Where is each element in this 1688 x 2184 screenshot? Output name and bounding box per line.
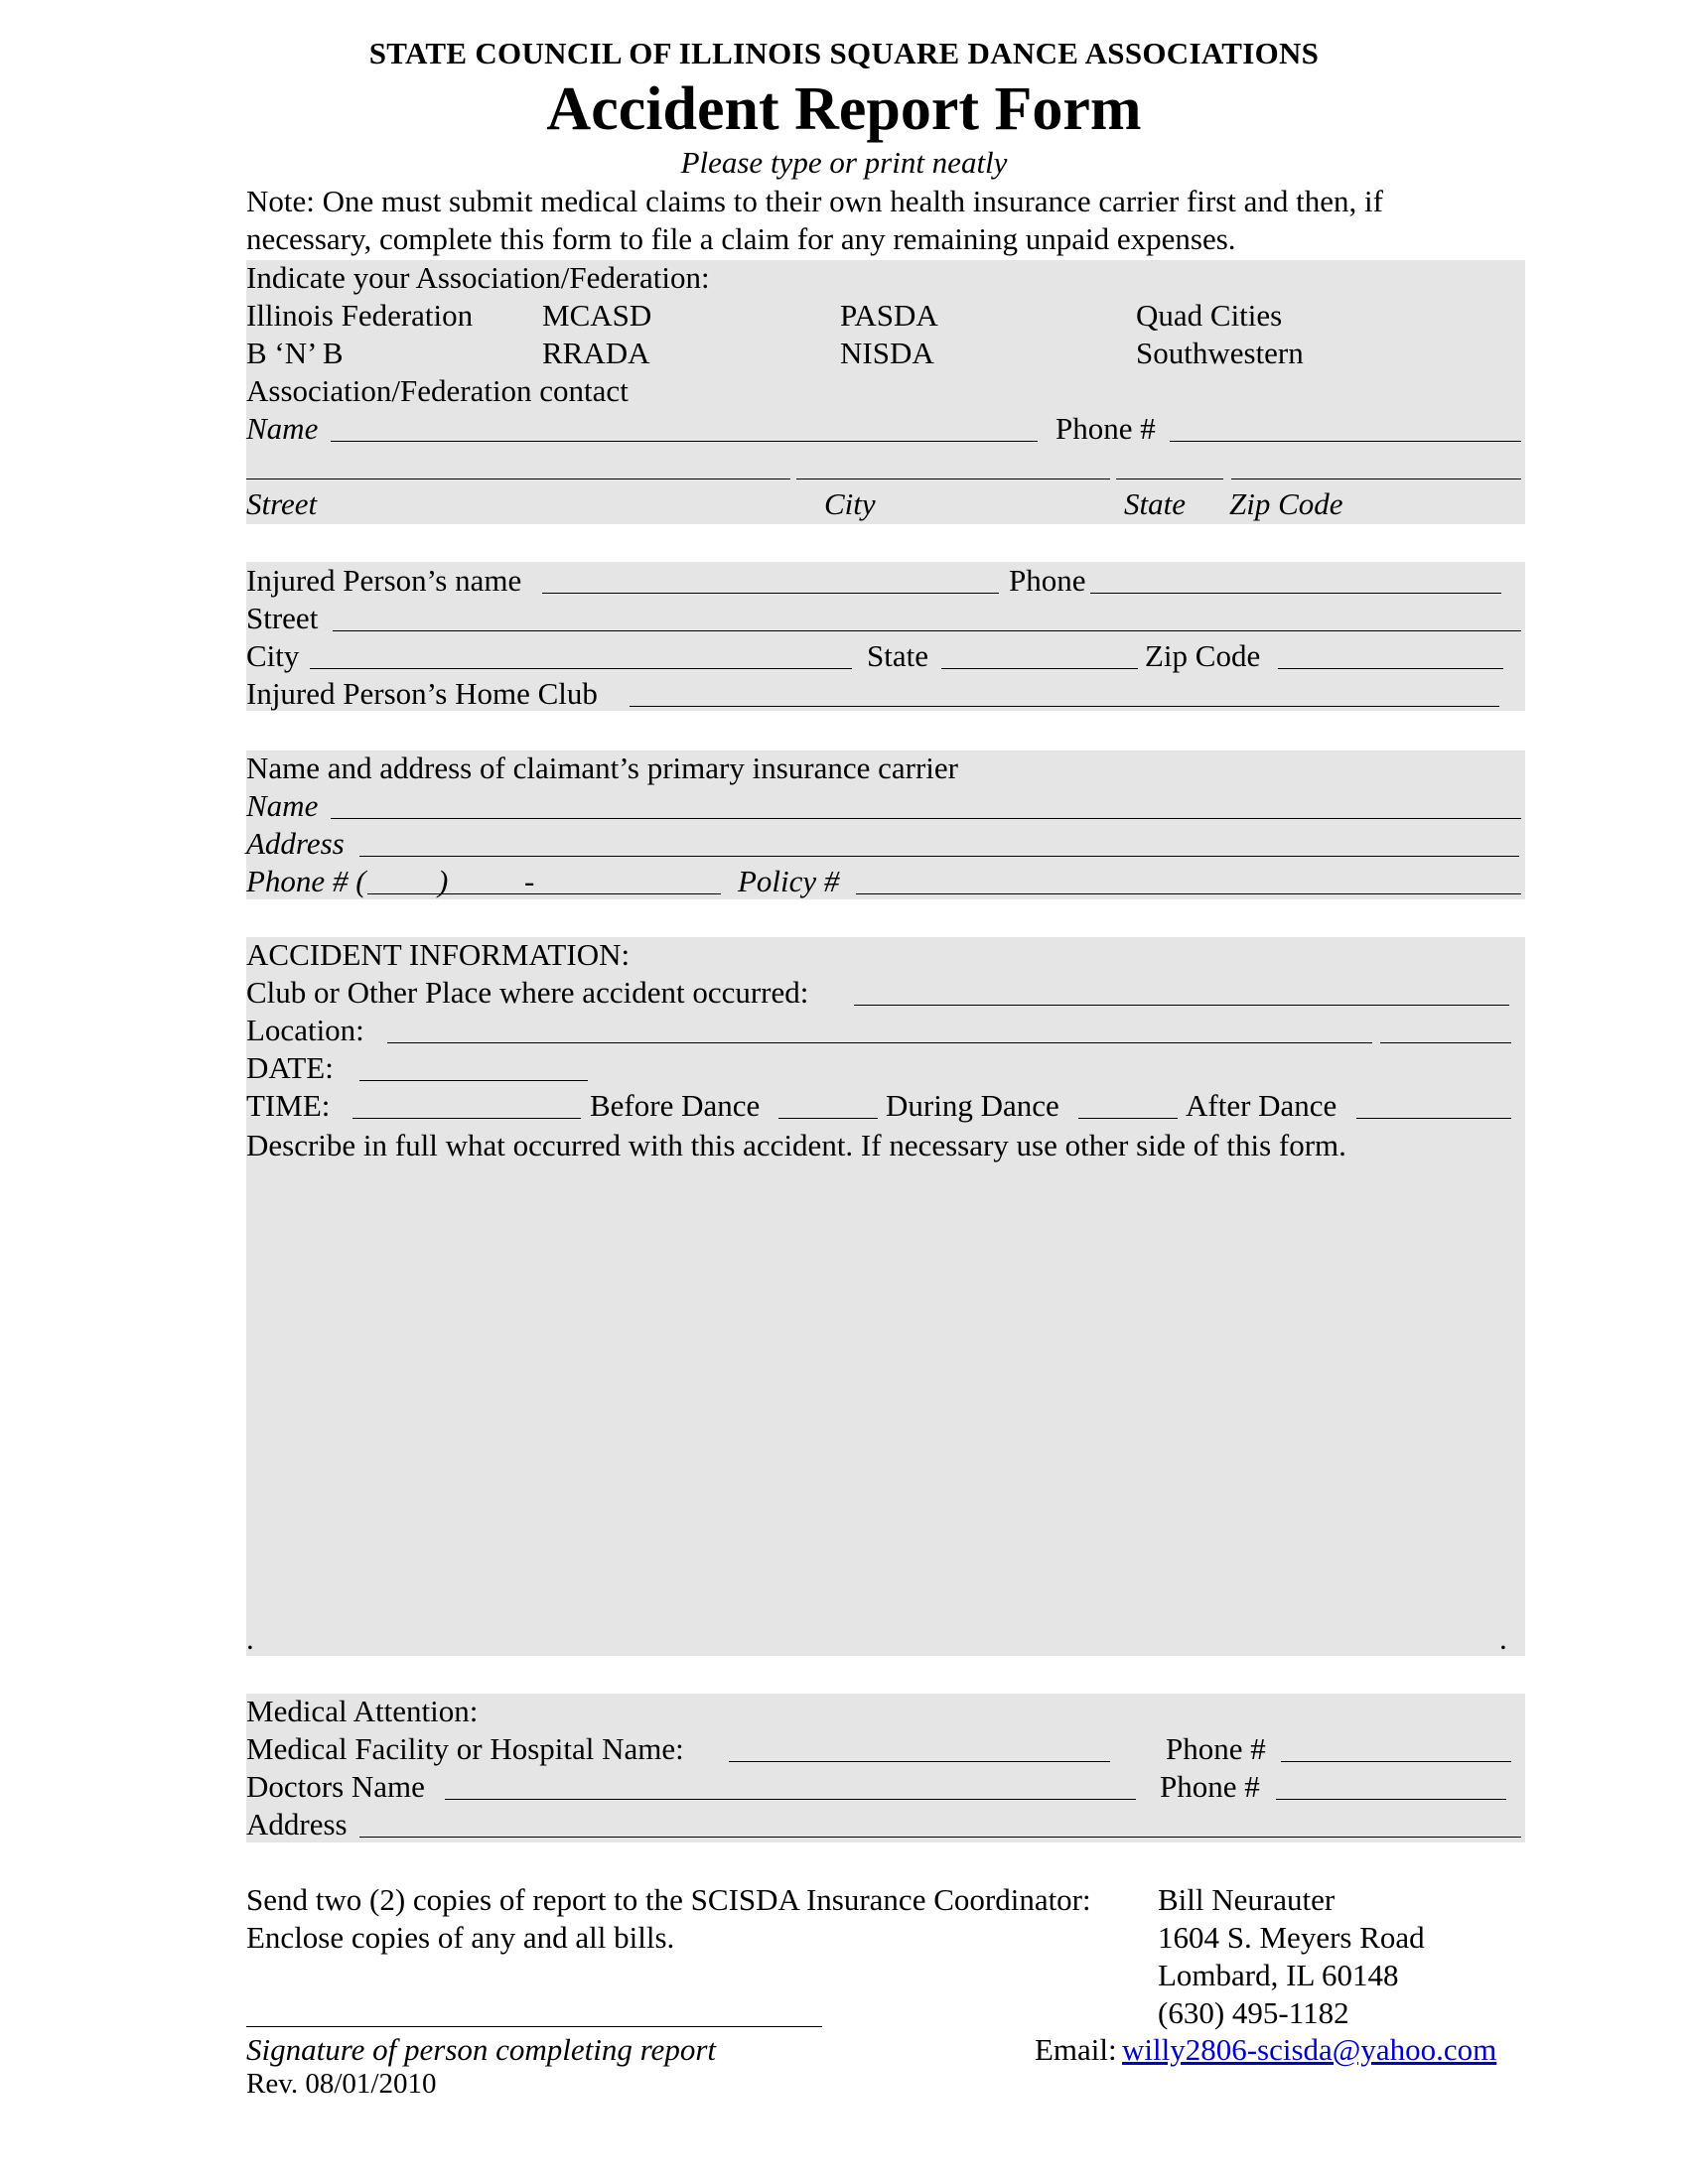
doctor-name-field[interactable]	[445, 1799, 1136, 1800]
enclose-bills-text: Enclose copies of any and all bills.	[246, 1920, 675, 1955]
doctor-phone-label: Phone #	[1160, 1769, 1260, 1804]
contact-zip-label: Zip Code	[1229, 486, 1343, 521]
association-heading: Indicate your Association/Federation:	[246, 260, 710, 295]
accident-club-field[interactable]	[854, 1005, 1509, 1006]
after-dance-field[interactable]	[1356, 1118, 1511, 1119]
option-b-n-b[interactable]: B ‘N’ B	[246, 336, 344, 370]
before-dance-field[interactable]	[778, 1118, 878, 1119]
option-quad-cities[interactable]: Quad Cities	[1136, 298, 1283, 333]
insurance-address-label: Address	[246, 826, 345, 861]
accident-heading: ACCIDENT INFORMATION:	[246, 937, 631, 972]
description-dot-right: .	[1499, 1621, 1507, 1656]
accident-date-label: DATE:	[246, 1050, 334, 1085]
before-dance-label: Before Dance	[590, 1088, 761, 1123]
insurance-address-field[interactable]	[359, 856, 1519, 857]
contact-street-label: Street	[246, 486, 318, 521]
injured-zip-label: Zip Code	[1145, 638, 1261, 673]
accident-description-area[interactable]	[246, 1163, 1525, 1630]
accident-time-field[interactable]	[352, 1118, 581, 1119]
injured-state-field[interactable]	[941, 668, 1138, 669]
insurance-heading: Name and address of claimant’s primary insurance carrier	[246, 751, 958, 785]
doctor-name-label: Doctors Name	[246, 1769, 425, 1804]
injured-street-label: Street	[246, 601, 319, 635]
coordinator-name: Bill Neurauter	[1158, 1882, 1336, 1917]
coordinator-street: 1604 S. Meyers Road	[1158, 1920, 1425, 1955]
organization-header: STATE COUNCIL OF ILLINOIS SQUARE DANCE ASSOCIATIONS	[368, 36, 1320, 70]
injured-phone-field[interactable]	[1090, 593, 1501, 594]
during-dance-field[interactable]	[1078, 1118, 1178, 1119]
injured-name-label: Injured Person’s name	[246, 563, 522, 598]
insurance-phone-dash: -	[524, 864, 535, 898]
insurance-name-field[interactable]	[331, 818, 1521, 819]
medical-facility-field[interactable]	[729, 1761, 1110, 1762]
accident-time-label: TIME:	[246, 1088, 331, 1123]
insurance-phone-label: Phone # (	[246, 864, 366, 898]
medical-facility-label: Medical Facility or Hospital Name:	[246, 1731, 684, 1766]
medical-address-label: Address	[246, 1807, 348, 1842]
medical-heading: Medical Attention:	[246, 1694, 479, 1728]
instructions-text: Please type or print neatly	[680, 145, 1008, 180]
email-label: Email:	[1035, 2032, 1117, 2067]
doctor-phone-field[interactable]	[1276, 1799, 1506, 1800]
revision-text: Rev. 08/01/2010	[246, 2068, 437, 2100]
option-rrada[interactable]: RRADA	[542, 336, 650, 370]
insurance-policy-label: Policy #	[738, 864, 840, 898]
insurance-policy-field[interactable]	[856, 893, 1521, 894]
option-mcasd[interactable]: MCASD	[542, 298, 652, 333]
accident-location-extra-field[interactable]	[1380, 1042, 1511, 1043]
contact-state-label: State	[1124, 486, 1186, 521]
insurance-phone-paren: )	[438, 864, 449, 898]
option-pasda[interactable]: PASDA	[840, 298, 938, 333]
accident-club-label: Club or Other Place where accident occurred:	[246, 975, 809, 1010]
injured-zip-field[interactable]	[1278, 668, 1503, 669]
send-copies-text: Send two (2) copies of report to the SCISDA Insurance Coordinator:	[246, 1882, 1091, 1917]
note-line-2: necessary, complete this form to file a claim for any remaining unpaid expenses.	[246, 221, 1236, 256]
insurance-name-label: Name	[246, 788, 319, 823]
contact-phone-field[interactable]	[1170, 441, 1521, 442]
contact-city-label: City	[824, 486, 876, 521]
signature-label: Signature of person completing report	[246, 2032, 716, 2067]
accident-date-field[interactable]	[359, 1080, 588, 1081]
injured-state-label: State	[867, 638, 928, 673]
injured-street-field[interactable]	[333, 630, 1521, 631]
accident-describe-text: Describe in full what occurred with this accident. If necessary use other side of this form.	[246, 1128, 1346, 1162]
contact-street-field[interactable]	[246, 478, 790, 479]
coordinator-phone: (630) 495-1182	[1158, 1995, 1349, 2030]
contact-phone-label: Phone #	[1055, 411, 1156, 446]
contact-state-field[interactable]	[1116, 478, 1223, 479]
email-link[interactable]: willy2806-scisda@yahoo.com	[1122, 2032, 1497, 2067]
option-illinois-federation[interactable]: Illinois Federation	[246, 298, 474, 333]
injured-club-label: Injured Person’s Home Club	[246, 676, 598, 711]
contact-name-field[interactable]	[331, 441, 1038, 442]
medical-facility-phone-label: Phone #	[1166, 1731, 1266, 1766]
medical-address-field[interactable]	[359, 1837, 1521, 1838]
signature-field[interactable]	[246, 2026, 822, 2027]
injured-city-label: City	[246, 638, 300, 673]
option-southwestern[interactable]: Southwestern	[1136, 336, 1304, 370]
note-line-1: Note: One must submit medical claims to their own health insurance carrier first and then, if	[246, 184, 1383, 218]
contact-zip-field[interactable]	[1231, 478, 1521, 479]
contact-name-label: Name	[246, 411, 319, 446]
medical-facility-phone-field[interactable]	[1281, 1761, 1511, 1762]
insurance-phone-field[interactable]	[367, 893, 721, 894]
option-nisda[interactable]: NISDA	[840, 336, 934, 370]
injured-club-field[interactable]	[630, 706, 1499, 707]
contact-city-field[interactable]	[796, 478, 1110, 479]
injured-city-field[interactable]	[310, 668, 852, 669]
after-dance-label: After Dance	[1186, 1088, 1337, 1123]
accident-location-label: Location:	[246, 1013, 364, 1047]
accident-location-field[interactable]	[387, 1042, 1372, 1043]
description-dot-left: .	[246, 1621, 254, 1656]
coordinator-city: Lombard, IL 60148	[1158, 1958, 1399, 1992]
form-title: Accident Report Form	[546, 75, 1142, 143]
contact-heading: Association/Federation contact	[246, 373, 629, 408]
injured-name-field[interactable]	[542, 593, 999, 594]
during-dance-label: During Dance	[886, 1088, 1059, 1123]
injured-phone-label: Phone	[1009, 563, 1086, 598]
